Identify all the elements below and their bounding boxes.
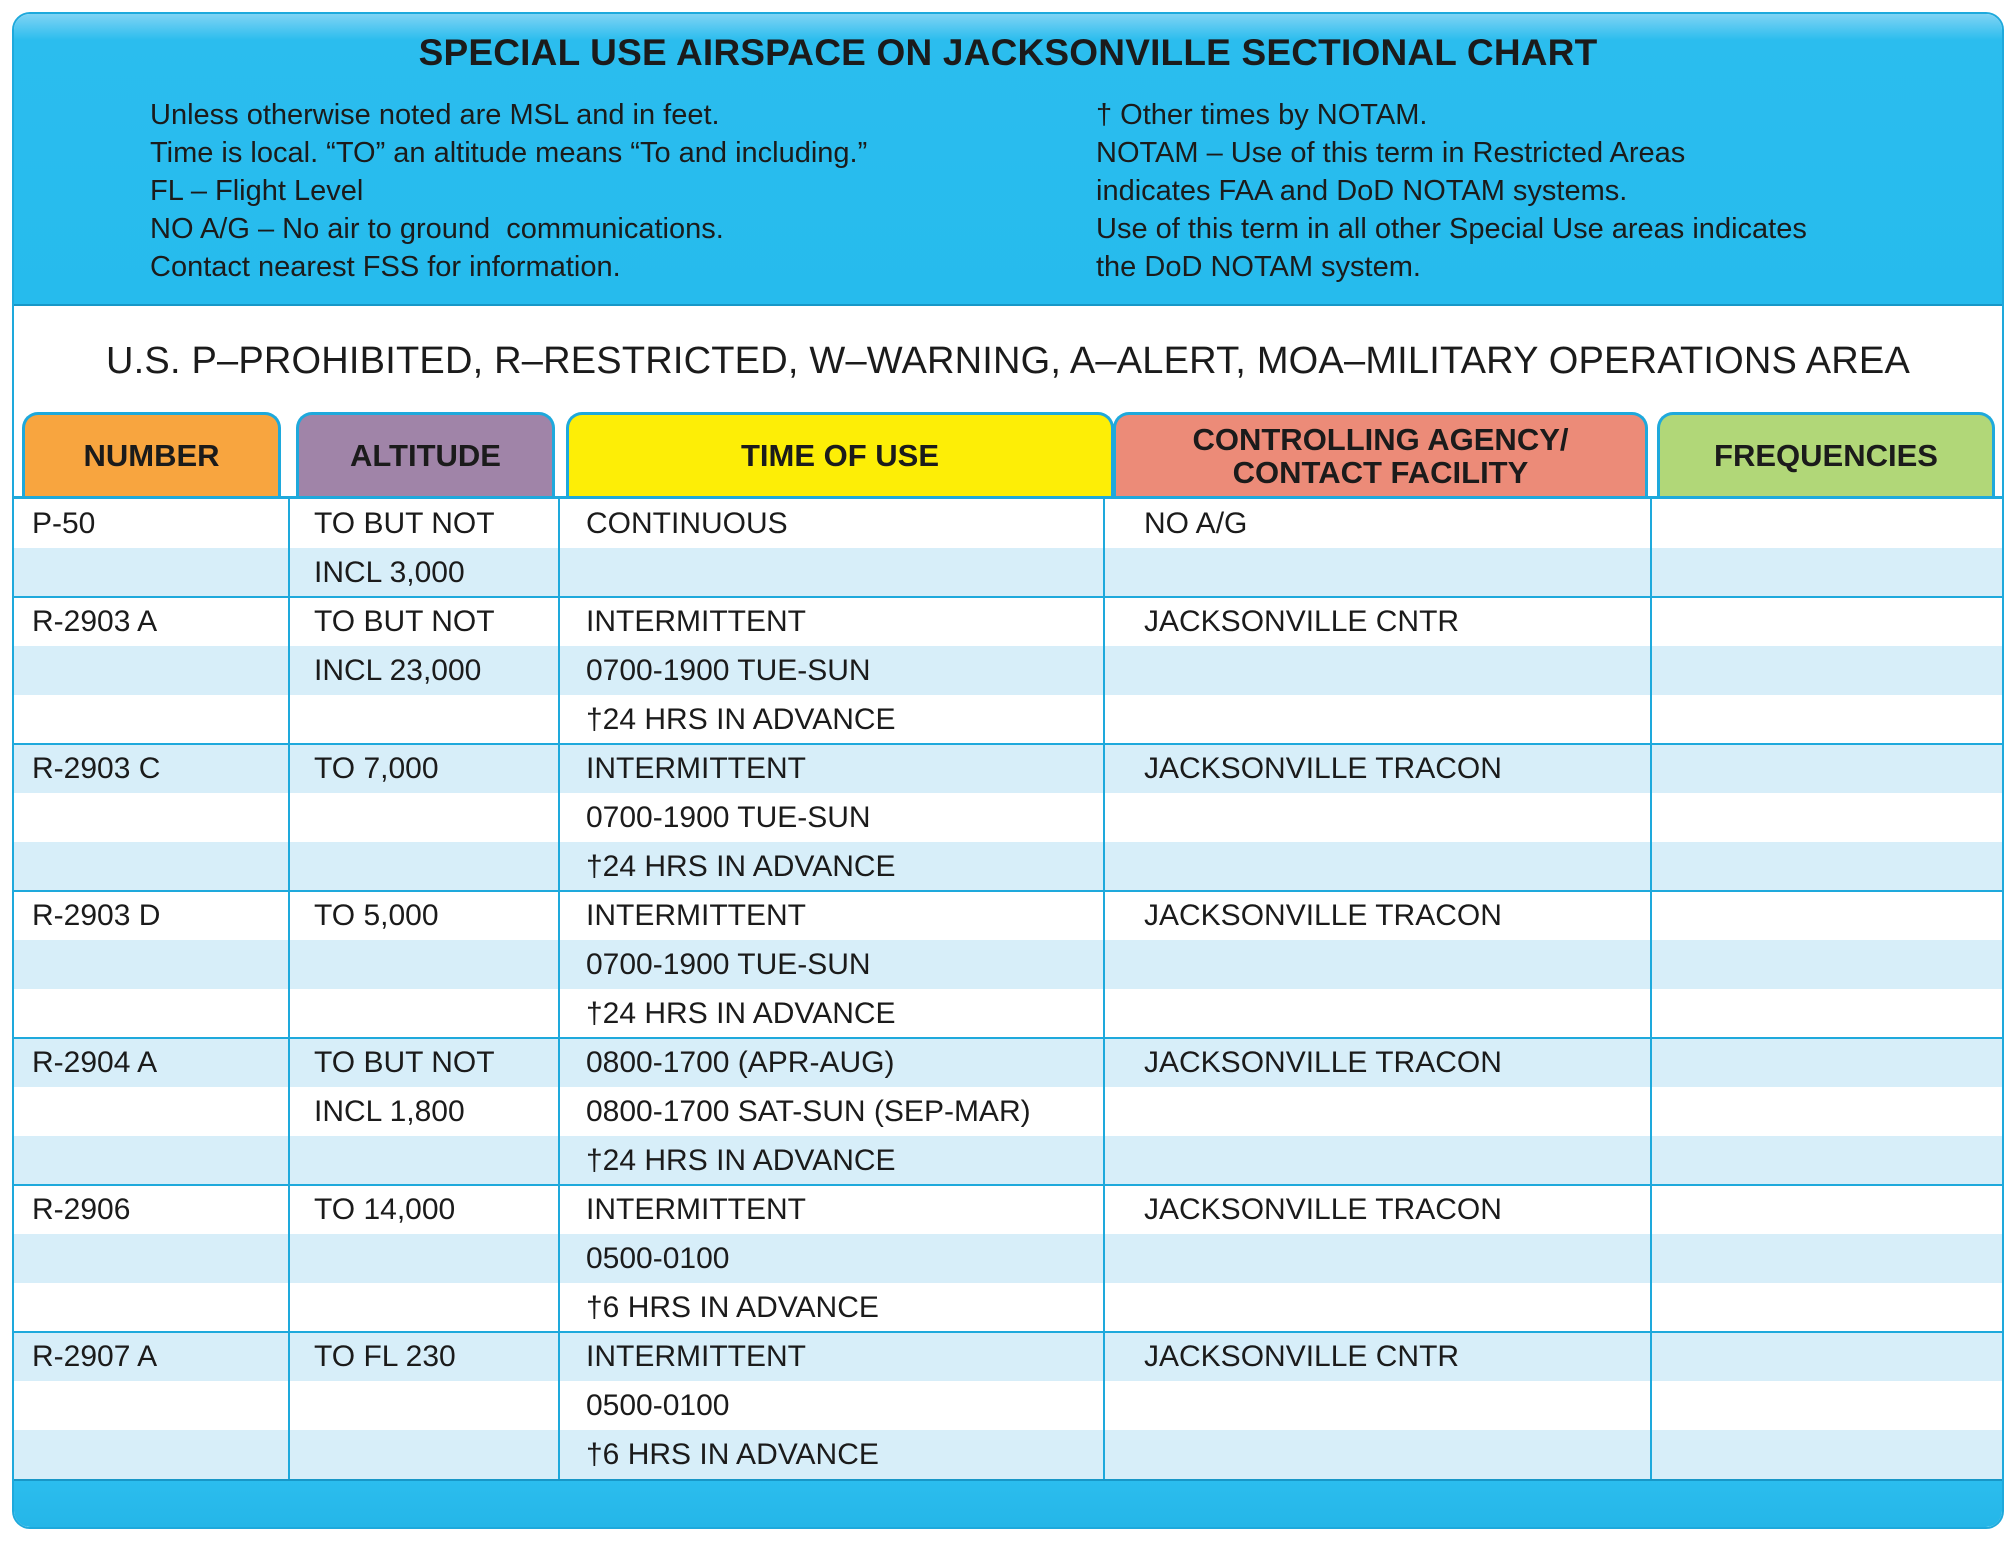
cell-number: P-50 bbox=[32, 507, 96, 540]
cell-time-of-use: INTERMITTENT bbox=[586, 899, 806, 932]
cell-time-of-use: INTERMITTENT bbox=[586, 752, 806, 785]
table-row bbox=[14, 1038, 2004, 1087]
cell-controlling-agency: JACKSONVILLE TRACON bbox=[1144, 1046, 1502, 1079]
cell-number: R-2906 bbox=[32, 1193, 131, 1226]
cell-time-of-use: †24 HRS IN ADVANCE bbox=[586, 703, 896, 736]
column-divider bbox=[1650, 499, 1652, 1479]
notes-left bbox=[150, 96, 867, 286]
row-group-divider bbox=[14, 743, 2004, 745]
cell-controlling-agency: JACKSONVILLE CNTR bbox=[1144, 605, 1460, 638]
sua-table-panel bbox=[12, 12, 2004, 1529]
legend-subtitle: U.S. P–PROHIBITED, R–RESTRICTED, W–WARNING, A–ALERT, MOA–MILITARY OPERATIONS AREA bbox=[106, 340, 1910, 382]
table-row bbox=[14, 1430, 2004, 1479]
header-band bbox=[14, 14, 2002, 306]
col-header-time-of-use: TIME OF USE bbox=[566, 412, 1114, 496]
column-divider bbox=[1103, 499, 1105, 1479]
table-row bbox=[14, 744, 2004, 793]
table-row bbox=[14, 695, 2004, 744]
cell-time-of-use: 0800-1700 (APR-AUG) bbox=[586, 1046, 895, 1079]
row-group-divider bbox=[14, 1184, 2004, 1186]
table-row bbox=[14, 940, 2004, 989]
row-group-divider bbox=[14, 890, 2004, 892]
note-line: indicates FAA and DoD NOTAM systems. bbox=[1096, 175, 1628, 207]
cell-time-of-use: INTERMITTENT bbox=[586, 1340, 806, 1373]
table-row bbox=[14, 793, 2004, 842]
row-group-divider bbox=[14, 1331, 2004, 1333]
note-line: NOTAM – Use of this term in Restricted Areas bbox=[1096, 137, 1686, 169]
cell-time-of-use: †6 HRS IN ADVANCE bbox=[586, 1291, 879, 1324]
cell-time-of-use: 0700-1900 TUE-SUN bbox=[586, 801, 871, 834]
col-header-frequencies: FREQUENCIES bbox=[1657, 412, 1995, 496]
page-title: SPECIAL USE AIRSPACE ON JACKSONVILLE SECTIONAL CHART bbox=[418, 32, 1598, 73]
cell-time-of-use: †24 HRS IN ADVANCE bbox=[586, 997, 896, 1030]
cell-altitude: TO BUT NOT bbox=[314, 507, 495, 540]
table-row bbox=[14, 1136, 2004, 1185]
cell-time-of-use: INTERMITTENT bbox=[586, 605, 806, 638]
cell-number: R-2903 A bbox=[32, 605, 158, 638]
cell-altitude: INCL 1,800 bbox=[314, 1095, 465, 1128]
table-row bbox=[14, 597, 2004, 646]
cell-number: R-2904 A bbox=[32, 1046, 158, 1079]
col-header-controlling-agency: CONTROLLING AGENCY/ CONTACT FACILITY bbox=[1113, 412, 1648, 496]
cell-controlling-agency: NO A/G bbox=[1144, 507, 1248, 540]
cell-time-of-use: INTERMITTENT bbox=[586, 1193, 806, 1226]
col-header-altitude: ALTITUDE bbox=[296, 412, 555, 496]
table-row bbox=[14, 891, 2004, 940]
cell-number: R-2903 C bbox=[32, 752, 161, 785]
note-line: Use of this term in all other Special Use areas indicates bbox=[1096, 213, 1807, 245]
cell-time-of-use: 0700-1900 TUE-SUN bbox=[586, 654, 871, 687]
note-line: FL – Flight Level bbox=[150, 175, 364, 207]
cell-time-of-use: CONTINUOUS bbox=[586, 507, 788, 540]
cell-altitude: INCL 23,000 bbox=[314, 654, 482, 687]
notes-right bbox=[1096, 96, 1807, 286]
cell-time-of-use: 0700-1900 TUE-SUN bbox=[586, 948, 871, 981]
cell-controlling-agency: JACKSONVILLE TRACON bbox=[1144, 1193, 1502, 1226]
note-line: NO A/G – No air to ground communications. bbox=[150, 213, 724, 245]
table-row bbox=[14, 499, 2004, 548]
cell-controlling-agency: JACKSONVILLE TRACON bbox=[1144, 899, 1502, 932]
cell-altitude: TO FL 230 bbox=[314, 1340, 456, 1373]
table-row bbox=[14, 1087, 2004, 1136]
table-row bbox=[14, 548, 2004, 597]
note-line: † Other times by NOTAM. bbox=[1096, 99, 1428, 131]
row-group-divider bbox=[14, 596, 2004, 598]
table-row bbox=[14, 646, 2004, 695]
cell-time-of-use: †24 HRS IN ADVANCE bbox=[586, 1144, 896, 1177]
table-row bbox=[14, 1332, 2004, 1381]
note-line: Contact nearest FSS for information. bbox=[150, 251, 621, 283]
footer-band bbox=[14, 1479, 2002, 1527]
cell-altitude: TO 14,000 bbox=[314, 1193, 456, 1226]
col-header-number: NUMBER bbox=[22, 412, 281, 496]
note-line: Unless otherwise noted are MSL and in feet. bbox=[150, 99, 720, 131]
cell-time-of-use: †6 HRS IN ADVANCE bbox=[586, 1438, 879, 1471]
cell-altitude: TO BUT NOT bbox=[314, 1046, 495, 1079]
cell-altitude: TO 7,000 bbox=[314, 752, 439, 785]
cell-number: R-2903 D bbox=[32, 899, 161, 932]
column-divider bbox=[288, 499, 290, 1479]
table-row bbox=[14, 1283, 2004, 1332]
cell-time-of-use: 0500-0100 bbox=[586, 1242, 730, 1275]
cell-altitude: TO BUT NOT bbox=[314, 605, 495, 638]
cell-controlling-agency: JACKSONVILLE TRACON bbox=[1144, 752, 1502, 785]
cell-controlling-agency: JACKSONVILLE CNTR bbox=[1144, 1340, 1460, 1373]
cell-time-of-use: †24 HRS IN ADVANCE bbox=[586, 850, 896, 883]
table-row bbox=[14, 1234, 2004, 1283]
table-row bbox=[14, 1185, 2004, 1234]
column-divider bbox=[558, 499, 560, 1479]
note-line: Time is local. “TO” an altitude means “To and including.” bbox=[150, 137, 868, 169]
cell-time-of-use: 0500-0100 bbox=[586, 1389, 730, 1422]
note-line: the DoD NOTAM system. bbox=[1096, 251, 1421, 283]
cell-altitude: INCL 3,000 bbox=[314, 556, 465, 589]
row-group-divider bbox=[14, 1037, 2004, 1039]
table-row bbox=[14, 842, 2004, 891]
cell-altitude: TO 5,000 bbox=[314, 899, 439, 932]
table-row bbox=[14, 1381, 2004, 1430]
table-row bbox=[14, 989, 2004, 1038]
cell-number: R-2907 A bbox=[32, 1340, 158, 1373]
cell-time-of-use: 0800-1700 SAT-SUN (SEP-MAR) bbox=[586, 1095, 1031, 1128]
